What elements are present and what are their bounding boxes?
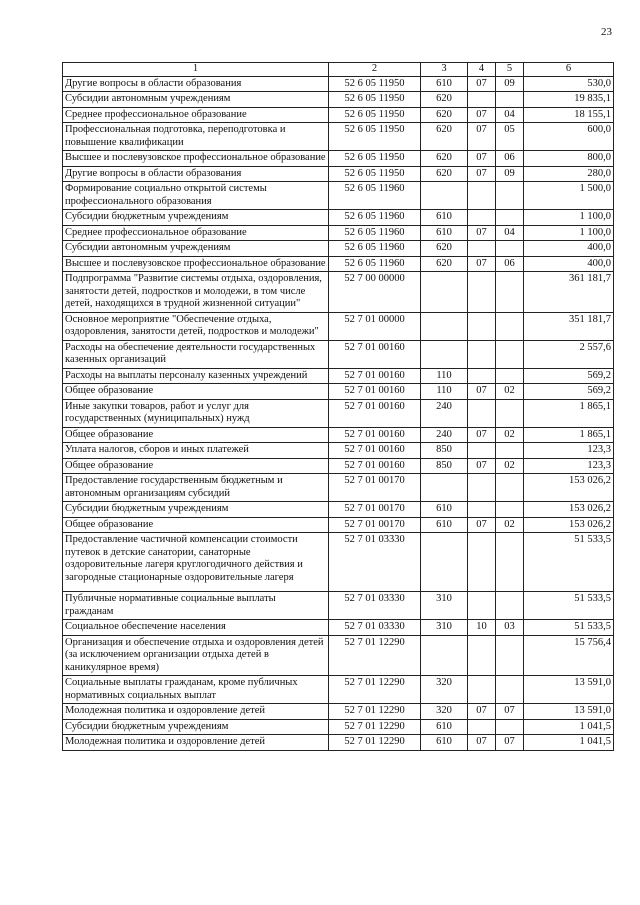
page-number: 23 (601, 26, 612, 38)
expense-name-cell: Субсидии бюджетным учреждениям (63, 719, 329, 735)
subsection-cell: 03 (496, 620, 524, 636)
amount-cell: 51 533,5 (524, 620, 614, 636)
section-cell: 07 (468, 735, 496, 751)
subsection-cell: 09 (496, 76, 524, 92)
subsection-cell (496, 533, 524, 592)
expense-type-cell: 240 (421, 399, 468, 427)
subsection-cell: 05 (496, 123, 524, 151)
target-article-cell: 52 7 01 12290 (329, 704, 421, 720)
subsection-cell (496, 368, 524, 384)
table-row (63, 676, 614, 704)
table-row (63, 427, 614, 443)
expense-name-cell: Субсидии автономным учреждениям (63, 241, 329, 257)
expense-name-cell: Публичные нормативные социальные выплаты гражданам (63, 592, 329, 620)
section-cell: 07 (468, 151, 496, 167)
subsection-cell: 02 (496, 427, 524, 443)
target-article-cell: 52 7 01 12290 (329, 719, 421, 735)
target-article-cell: 52 6 05 11950 (329, 166, 421, 182)
target-article-cell: 52 7 01 00160 (329, 427, 421, 443)
column-header-6: 6 (524, 63, 614, 77)
expense-type-cell: 240 (421, 427, 468, 443)
subsection-cell: 09 (496, 166, 524, 182)
expense-name-cell: Молодежная политика и оздоровление детей (63, 735, 329, 751)
table-row (63, 517, 614, 533)
target-article-cell: 52 7 01 00000 (329, 312, 421, 340)
amount-cell: 1 041,5 (524, 735, 614, 751)
amount-cell: 2 557,6 (524, 340, 614, 368)
table-row (63, 340, 614, 368)
section-cell: 07 (468, 517, 496, 533)
expense-type-cell: 320 (421, 704, 468, 720)
expense-type-cell: 610 (421, 502, 468, 518)
expense-name-cell: Подпрограмма "Развитие системы отдыха, оздоровления, занятости детей, подростков и молодежи, в том числе детей, находящихся в трудной жизненной ситуации" (63, 272, 329, 313)
amount-cell: 19 835,1 (524, 92, 614, 108)
table-row (63, 474, 614, 502)
expense-name-cell: Основное мероприятие "Обеспечение отдыха, оздоровления, занятости детей, подростков и молодежи" (63, 312, 329, 340)
target-article-cell: 52 7 01 03330 (329, 533, 421, 592)
table-row (63, 719, 614, 735)
amount-cell: 1 865,1 (524, 399, 614, 427)
expense-type-cell: 610 (421, 517, 468, 533)
section-cell: 07 (468, 256, 496, 272)
section-cell: 07 (468, 458, 496, 474)
target-article-cell: 52 7 00 00000 (329, 272, 421, 313)
table-row (63, 76, 614, 92)
expense-name-cell: Расходы на выплаты персоналу казенных учреждений (63, 368, 329, 384)
subsection-cell (496, 635, 524, 676)
section-cell (468, 676, 496, 704)
table-row (63, 735, 614, 751)
subsection-cell (496, 312, 524, 340)
target-article-cell: 52 7 01 00170 (329, 502, 421, 518)
expense-type-cell: 620 (421, 92, 468, 108)
subsection-cell: 02 (496, 458, 524, 474)
section-cell (468, 272, 496, 313)
section-cell: 07 (468, 384, 496, 400)
section-cell: 07 (468, 123, 496, 151)
expense-name-cell: Среднее профессиональное образование (63, 225, 329, 241)
subsection-cell (496, 340, 524, 368)
amount-cell: 13 591,0 (524, 676, 614, 704)
expense-type-cell: 110 (421, 384, 468, 400)
column-header-4: 4 (468, 63, 496, 77)
target-article-cell: 52 7 01 00160 (329, 368, 421, 384)
expense-name-cell: Социальное обеспечение населения (63, 620, 329, 636)
table-row (63, 635, 614, 676)
target-article-cell: 52 6 05 11960 (329, 241, 421, 257)
expense-type-cell: 610 (421, 719, 468, 735)
section-cell: 07 (468, 76, 496, 92)
amount-cell: 569,2 (524, 368, 614, 384)
amount-cell: 569,2 (524, 384, 614, 400)
amount-cell: 18 155,1 (524, 107, 614, 123)
section-cell (468, 533, 496, 592)
subsection-cell: 02 (496, 517, 524, 533)
expense-type-cell: 620 (421, 256, 468, 272)
amount-cell: 280,0 (524, 166, 614, 182)
expense-name-cell: Общее образование (63, 427, 329, 443)
target-article-cell: 52 7 01 00170 (329, 474, 421, 502)
expense-type-cell: 850 (421, 458, 468, 474)
table-header (63, 63, 614, 77)
expense-type-cell: 850 (421, 443, 468, 459)
table-row (63, 151, 614, 167)
expense-name-cell: Предоставление частичной компенсации стоимости путевок в детские санатории, санаторные оздоровительные лагеря круглогодичного действия и загородные стационарные оздоровительные лагеря (63, 533, 329, 592)
expense-type-cell (421, 533, 468, 592)
section-cell (468, 719, 496, 735)
subsection-cell (496, 676, 524, 704)
subsection-cell: 04 (496, 225, 524, 241)
subsection-cell (496, 443, 524, 459)
subsection-cell: 06 (496, 151, 524, 167)
expense-name-cell: Предоставление государственным бюджетным и автономным организациям субсидий (63, 474, 329, 502)
subsection-cell (496, 502, 524, 518)
expense-type-cell (421, 340, 468, 368)
table-body (63, 76, 614, 750)
subsection-cell: 02 (496, 384, 524, 400)
subsection-cell (496, 241, 524, 257)
subsection-cell (496, 272, 524, 313)
amount-cell: 1 100,0 (524, 210, 614, 226)
expense-name-cell: Высшее и послевузовское профессиональное образование (63, 256, 329, 272)
column-header-3: 3 (421, 63, 468, 77)
table-row (63, 225, 614, 241)
section-cell (468, 368, 496, 384)
expense-name-cell: Субсидии бюджетным учреждениям (63, 502, 329, 518)
amount-cell: 123,3 (524, 458, 614, 474)
table-row (63, 533, 614, 592)
expense-name-cell: Другие вопросы в области образования (63, 166, 329, 182)
section-cell (468, 340, 496, 368)
section-cell: 07 (468, 225, 496, 241)
expense-name-cell: Среднее профессиональное образование (63, 107, 329, 123)
expense-name-cell: Субсидии бюджетным учреждениям (63, 210, 329, 226)
expense-name-cell: Общее образование (63, 384, 329, 400)
expense-type-cell: 620 (421, 166, 468, 182)
section-cell (468, 635, 496, 676)
target-article-cell: 52 7 01 00160 (329, 340, 421, 368)
target-article-cell: 52 7 01 00160 (329, 384, 421, 400)
expense-type-cell: 620 (421, 151, 468, 167)
amount-cell: 1 865,1 (524, 427, 614, 443)
expense-name-cell: Субсидии автономным учреждениям (63, 92, 329, 108)
section-cell (468, 474, 496, 502)
expense-type-cell (421, 474, 468, 502)
subsection-cell: 07 (496, 735, 524, 751)
section-cell: 07 (468, 427, 496, 443)
expense-name-cell: Высшее и послевузовское профессиональное образование (63, 151, 329, 167)
amount-cell: 1 041,5 (524, 719, 614, 735)
target-article-cell: 52 7 01 00160 (329, 458, 421, 474)
expense-name-cell: Формирование социально открытой системы профессионального образования (63, 182, 329, 210)
subsection-cell: 04 (496, 107, 524, 123)
table-row (63, 443, 614, 459)
amount-cell: 1 100,0 (524, 225, 614, 241)
target-article-cell: 52 6 05 11960 (329, 182, 421, 210)
table-row (63, 272, 614, 313)
table-row (63, 399, 614, 427)
expense-name-cell: Уплата налогов, сборов и иных платежей (63, 443, 329, 459)
table-row (63, 502, 614, 518)
expense-type-cell: 610 (421, 210, 468, 226)
target-article-cell: 52 6 05 11950 (329, 92, 421, 108)
expense-type-cell: 620 (421, 241, 468, 257)
budget-table (62, 62, 614, 751)
expense-type-cell: 110 (421, 368, 468, 384)
amount-cell: 361 181,7 (524, 272, 614, 313)
amount-cell: 800,0 (524, 151, 614, 167)
expense-type-cell: 310 (421, 592, 468, 620)
subsection-cell: 06 (496, 256, 524, 272)
table-row (63, 92, 614, 108)
expense-name-cell: Иные закупки товаров, работ и услуг для государственных (муниципальных) нужд (63, 399, 329, 427)
amount-cell: 153 026,2 (524, 474, 614, 502)
section-cell (468, 399, 496, 427)
table-row (63, 166, 614, 182)
table-row (63, 368, 614, 384)
expense-type-cell: 620 (421, 107, 468, 123)
column-header-5: 5 (496, 63, 524, 77)
target-article-cell: 52 7 01 12290 (329, 635, 421, 676)
table-row (63, 182, 614, 210)
expense-type-cell (421, 635, 468, 676)
expense-type-cell: 610 (421, 225, 468, 241)
target-article-cell: 52 7 01 03330 (329, 592, 421, 620)
subsection-cell (496, 399, 524, 427)
expense-type-cell: 310 (421, 620, 468, 636)
expense-type-cell: 320 (421, 676, 468, 704)
table-row (63, 458, 614, 474)
table-row (63, 592, 614, 620)
column-header-1: 1 (63, 63, 329, 77)
section-cell (468, 502, 496, 518)
amount-cell: 15 756,4 (524, 635, 614, 676)
expense-type-cell (421, 272, 468, 313)
target-article-cell: 52 7 01 12290 (329, 676, 421, 704)
amount-cell: 51 533,5 (524, 533, 614, 592)
amount-cell: 400,0 (524, 256, 614, 272)
amount-cell: 51 533,5 (524, 592, 614, 620)
expense-name-cell: Профессиональная подготовка, переподготовка и повышение квалификации (63, 123, 329, 151)
amount-cell: 123,3 (524, 443, 614, 459)
expense-type-cell (421, 182, 468, 210)
section-cell (468, 443, 496, 459)
amount-cell: 1 500,0 (524, 182, 614, 210)
target-article-cell: 52 7 01 12290 (329, 735, 421, 751)
section-cell: 10 (468, 620, 496, 636)
expense-name-cell: Молодежная политика и оздоровление детей (63, 704, 329, 720)
section-cell: 07 (468, 704, 496, 720)
subsection-cell (496, 92, 524, 108)
amount-cell: 600,0 (524, 123, 614, 151)
expense-name-cell: Расходы на обеспечение деятельности государственных казенных организаций (63, 340, 329, 368)
expense-name-cell: Другие вопросы в области образования (63, 76, 329, 92)
section-cell (468, 312, 496, 340)
target-article-cell: 52 7 01 00160 (329, 399, 421, 427)
subsection-cell (496, 719, 524, 735)
table-row (63, 123, 614, 151)
expense-name-cell: Социальные выплаты гражданам, кроме публичных нормативных социальных выплат (63, 676, 329, 704)
expense-name-cell: Организация и обеспечение отдыха и оздоровления детей (за исключением организации отдыха детей в каникулярное время) (63, 635, 329, 676)
target-article-cell: 52 6 05 11960 (329, 256, 421, 272)
table-row (63, 312, 614, 340)
expense-name-cell: Общее образование (63, 458, 329, 474)
table-row (63, 210, 614, 226)
amount-cell: 153 026,2 (524, 517, 614, 533)
header-row (63, 63, 614, 77)
expense-type-cell: 610 (421, 735, 468, 751)
section-cell (468, 592, 496, 620)
expense-type-cell: 620 (421, 123, 468, 151)
target-article-cell: 52 7 01 00160 (329, 443, 421, 459)
target-article-cell: 52 6 05 11960 (329, 210, 421, 226)
target-article-cell: 52 6 05 11950 (329, 123, 421, 151)
subsection-cell: 07 (496, 704, 524, 720)
section-cell: 07 (468, 107, 496, 123)
amount-cell: 530,0 (524, 76, 614, 92)
table-row (63, 107, 614, 123)
amount-cell: 351 181,7 (524, 312, 614, 340)
target-article-cell: 52 6 05 11950 (329, 76, 421, 92)
subsection-cell (496, 474, 524, 502)
target-article-cell: 52 7 01 00170 (329, 517, 421, 533)
target-article-cell: 52 6 05 11960 (329, 225, 421, 241)
section-cell (468, 241, 496, 257)
target-article-cell: 52 7 01 03330 (329, 620, 421, 636)
amount-cell: 13 591,0 (524, 704, 614, 720)
expense-type-cell (421, 312, 468, 340)
section-cell (468, 92, 496, 108)
target-article-cell: 52 6 05 11950 (329, 107, 421, 123)
table-row (63, 256, 614, 272)
table-row (63, 704, 614, 720)
section-cell (468, 210, 496, 226)
column-header-2: 2 (329, 63, 421, 77)
subsection-cell (496, 592, 524, 620)
expense-type-cell: 610 (421, 76, 468, 92)
section-cell (468, 182, 496, 210)
subsection-cell (496, 182, 524, 210)
table-row (63, 384, 614, 400)
section-cell: 07 (468, 166, 496, 182)
target-article-cell: 52 6 05 11950 (329, 151, 421, 167)
expense-name-cell: Общее образование (63, 517, 329, 533)
amount-cell: 153 026,2 (524, 502, 614, 518)
table-row (63, 241, 614, 257)
subsection-cell (496, 210, 524, 226)
table-row (63, 620, 614, 636)
amount-cell: 400,0 (524, 241, 614, 257)
